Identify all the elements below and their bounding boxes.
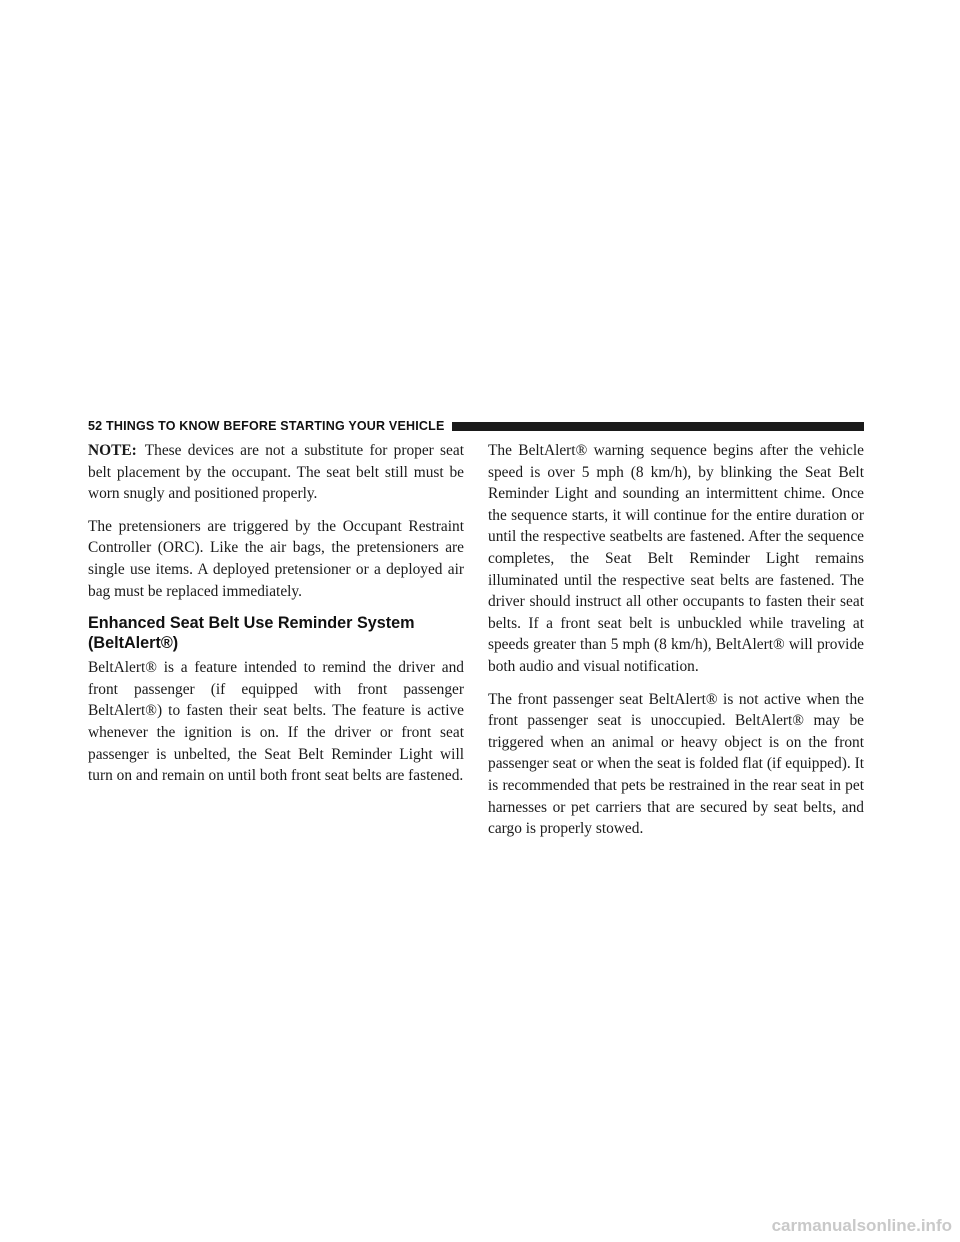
page-header bbox=[88, 414, 864, 438]
page-number: 52 bbox=[88, 419, 103, 433]
left-column bbox=[88, 440, 464, 798]
warning-sequence-paragraph: The BeltAlert® warning sequence begins after the vehicle speed is over 5 mph (8 km/h), by blinking the Seat Belt Reminder Light and sounding an intermittent chime. Once the sequence starts, it will continue for the entire duration or until the respective seatbelts are fastened. After the sequence completes, the Seat Belt Reminder Light remains illuminated until the respective seat belts are fastened. The driver should instruct all other occupants to fasten their seat belts. If a front seat belt is unbuckled while traveling at speeds greater than 5 mph (8 km/h), BeltAlert® will provide both audio and visual notification. bbox=[488, 442, 864, 675]
section-title: THINGS TO KNOW BEFORE STARTING YOUR VEHICLE bbox=[106, 419, 445, 433]
front-passenger-paragraph: The front passenger seat BeltAlert® is not active when the front passenger seat is unoccupied. BeltAlert® may be triggered when an animal or heavy object is on the front passenger seat or when the seat is folded flat (if equipped). It is recommended that pets be restrained in the rear seat in pet harnesses or pet carriers that are secured by seat belts, and cargo is properly stowed. bbox=[488, 690, 864, 838]
right-column bbox=[488, 440, 864, 851]
pretensioners-paragraph: The pretensioners are triggered by the Occupant Restraint Controller (ORC). Like the air bags, the pretensioners are single use items. A deployed pretensioner or a deployed air bag must be replaced immediately. bbox=[88, 517, 464, 600]
page-header-text bbox=[88, 419, 444, 433]
section-heading-line-2: (BeltAlert®) bbox=[88, 634, 179, 653]
note-paragraph bbox=[88, 440, 464, 505]
note-text: These devices are not a substitute for proper seat belt placement by the occupant. The seat belt still must be worn snugly and positioned properly. bbox=[88, 442, 464, 503]
header-rule bbox=[452, 422, 864, 431]
note-label: NOTE: bbox=[88, 442, 137, 459]
section-heading-line-1: Enhanced Seat Belt Use Reminder System bbox=[88, 614, 415, 633]
beltalert-paragraph: BeltAlert® is a feature intended to remind the driver and front passenger (if equipped with front passenger BeltAlert®) to fasten their seat belts. The feature is active whenever the ignition is on. If the driver or front seat passenger is unbelted, the Seat Belt Reminder Light will turn on and remain on until both front seat belts are fastened. bbox=[88, 659, 464, 785]
section-heading bbox=[88, 613, 464, 653]
watermark: carmanualsonline.info bbox=[771, 1216, 952, 1235]
